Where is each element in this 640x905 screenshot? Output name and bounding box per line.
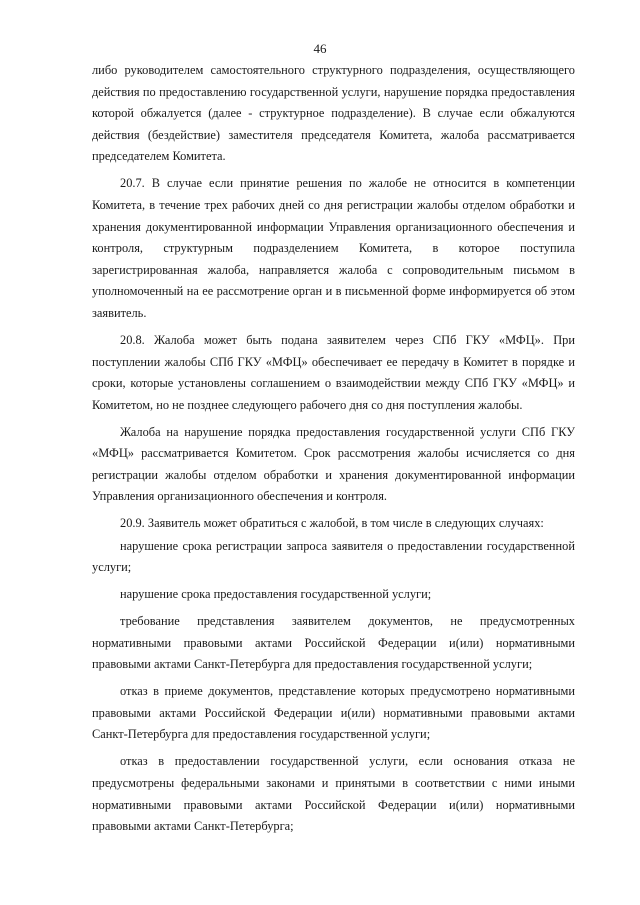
paragraph-continuation: либо руководителем самостоятельного структурного подразделения, осуществляющего действия по предоставлению государственной услуги, нарушение порядка предоставления которой обжалуется (далее - структурное подразделение). В случае если обжалуются действия (бездействие) заместителя председателя Комитета, жалоба рассматривается председателем Комитета. [92,63,575,164]
list-item-service-deadline: нарушение срока предоставления государственной услуги; [120,587,432,602]
list-item-service-refusal: отказ в предоставлении государственной услуги, если основания отказа не предусмотрены федеральными законами и принятыми в соответствии с ними иными нормативными правовыми актами Российской Федерации и(или) нормативными правовыми актами Санкт-Петербурга; [92,754,575,834]
list-item-registration-deadline: нарушение срока регистрации запроса заявителя о предоставлении государственной услуги; [92,538,575,575]
paragraph-20-7: 20.7. В случае если принятие решения по жалобе не относится в компетенции Комитета, в течение трех рабочих дней со дня регистрации жалобы отделом обработки и хранения документированной информации Управления организационного обеспечения и контроля, структурным подразделением Комитета, в которое поступила зарегистрированная жалоба, направляется жалоба с сопроводительным письмом в уполномоченный на ее рассмотрение орган и в письменной форме информируется об этом заявитель. [92,176,575,320]
list-item-extra-documents: требование представления заявителем документов, не предусмотренных нормативными правовыми актами Российской Федерации и(или) нормативными правовыми актами Санкт-Петербурга для предоставления государственной услуги; [92,614,575,672]
page-number: 46 [313,41,327,56]
paragraph-20-8: 20.8. Жалоба может быть подана заявителем через СПб ГКУ «МФЦ». При поступлении жалобы СПб ГКУ «МФЦ» обеспечивает ее передачу в Комитет в порядке и сроки, которые установлены соглашением о взаимодействии между СПб ГКУ «МФЦ» и Комитетом, но не позднее следующего рабочего дня со дня поступления жалобы. [92,332,575,412]
list-item-document-refusal: отказ в приеме документов, представление которых предусмотрено нормативными правовыми актами Российской Федерации и(или) нормативными правовыми актами Санкт-Петербурга для предоставления государственной услуги; [92,684,575,742]
paragraph-complaint-mfc: Жалоба на нарушение порядка предоставления государственной услуги СПб ГКУ «МФЦ» рассматривается Комитетом. Срок рассмотрения жалобы исчисляется со дня регистрации жалобы отделом обработки и хранения документированной информации Управления организационного обеспечения и контроля. [92,424,575,504]
document-body [92,60,575,843]
paragraph-20-9: 20.9. Заявитель может обратиться с жалобой, в том числе в следующих случаях: [120,516,544,531]
